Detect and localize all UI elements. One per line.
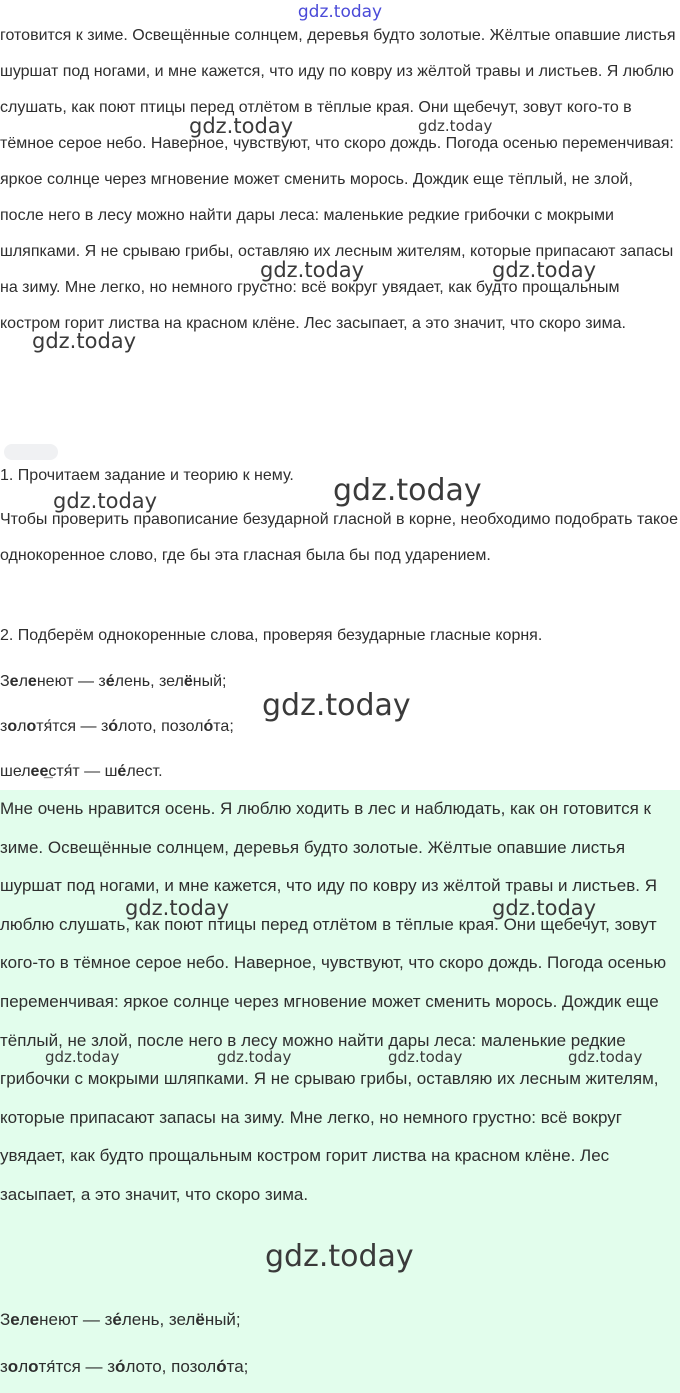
word-check-line: Зеленеют — зе́лень, зелёный; [0, 673, 227, 690]
watermark: gdz.today [388, 1048, 463, 1066]
answer-paragraph: Мне очень нравится осень. Я люблю ходить в лес и наблюдать, как он готовится к зиме. Освещённые солнцем, деревья будто золотые. Жёлтые опавшие листья шуршат под ногами, и мне кажется, что иду по ковру из жёлтой травы и листьев. Я люблю слушать, как поют птицы перед отлётом в тёплые края. Они щебечут, зовут кого-то в тёмное серое небо. Наверное, чувствуют, что скоро дождь. Погода осенью переменчивая: яркое солнце через мгновение может сменить морось. Дождик еще тёплый, не злой, после него в лесу можно найти дары леса: маленькие редкие грибочки с мокрыми шляпками. Я не срываю грибы, оставляю их лесным жителям, которые припасают запасы на зиму. Мне легко, но немного грустно: всё вокруг увядает, как будто прощальным костром горит листва на красном клёне. Лес засыпает, а это значит, что скоро зима. [0, 799, 667, 1204]
answer-word-line: золотя́тся — зо́лото, позоло́та; [0, 1357, 249, 1376]
watermark: gdz.today [32, 329, 137, 353]
site-logo: gdz.today [297, 2, 383, 22]
word-check-line: шелее̲стя́т — ше́лест. [0, 763, 163, 780]
word-check-line: золотя́тся — зо́лото, позоло́та; [0, 718, 234, 735]
watermark: gdz.today [333, 473, 482, 508]
watermark: gdz.today [125, 896, 230, 920]
watermark: gdz.today [53, 489, 158, 513]
watermark: gdz.today [217, 1048, 292, 1066]
watermark: gdz.today [45, 1048, 120, 1066]
watermark: gdz.today [189, 114, 294, 138]
watermark: gdz.today [265, 1239, 414, 1274]
answer-block [0, 790, 680, 1393]
watermark: gdz.today [492, 258, 597, 282]
watermark: gdz.today [418, 117, 493, 135]
watermark: gdz.today [260, 258, 365, 282]
step-2: 2. Подберём однокоренные слова, проверяя безударные гласные корня. [0, 627, 543, 644]
step-1: 1. Прочитаем задание и теорию к нему. [0, 467, 294, 484]
text-paragraph: готовится к зиме. Освещённые солнцем, деревья будто золотые. Жёлтые опавшие листья шуршат под ногами, и мне кажется, что иду по ковру из жёлтой травы и листьев. Я люблю слушать, как поют птицы перед отлётом в тёплые края. Они щебечут, зовут кого-то в тёмное серое небо. Наверное, чувствуют, что скоро дождь. Погода осенью переменчивая: яркое солнце через мгновение может сменить морось. Дождик еще тёплый, не злой, после него в лесу можно найти дары леса: маленькие редкие грибочки с мокрыми шляпками. Я не срываю грибы, оставляю их лесным жителям, которые припасают запасы на зиму. Мне легко, но немного грустно: всё вокруг увядает, как будто прощальным костром горит листва на красном клёне. Лес засыпает, а это значит, что скоро зима. [0, 27, 676, 332]
watermark: gdz.today [262, 688, 411, 723]
theory-text: Чтобы проверить правописание безударной гласной в корне, необходимо подобрать такое однокоренное слово, где бы эта гласная была бы под ударением. [0, 511, 678, 564]
answer-word-line: Зеленеют — зе́лень, зелёный; [0, 1310, 241, 1329]
watermark: gdz.today [492, 896, 597, 920]
watermark: gdz.today [568, 1048, 643, 1066]
